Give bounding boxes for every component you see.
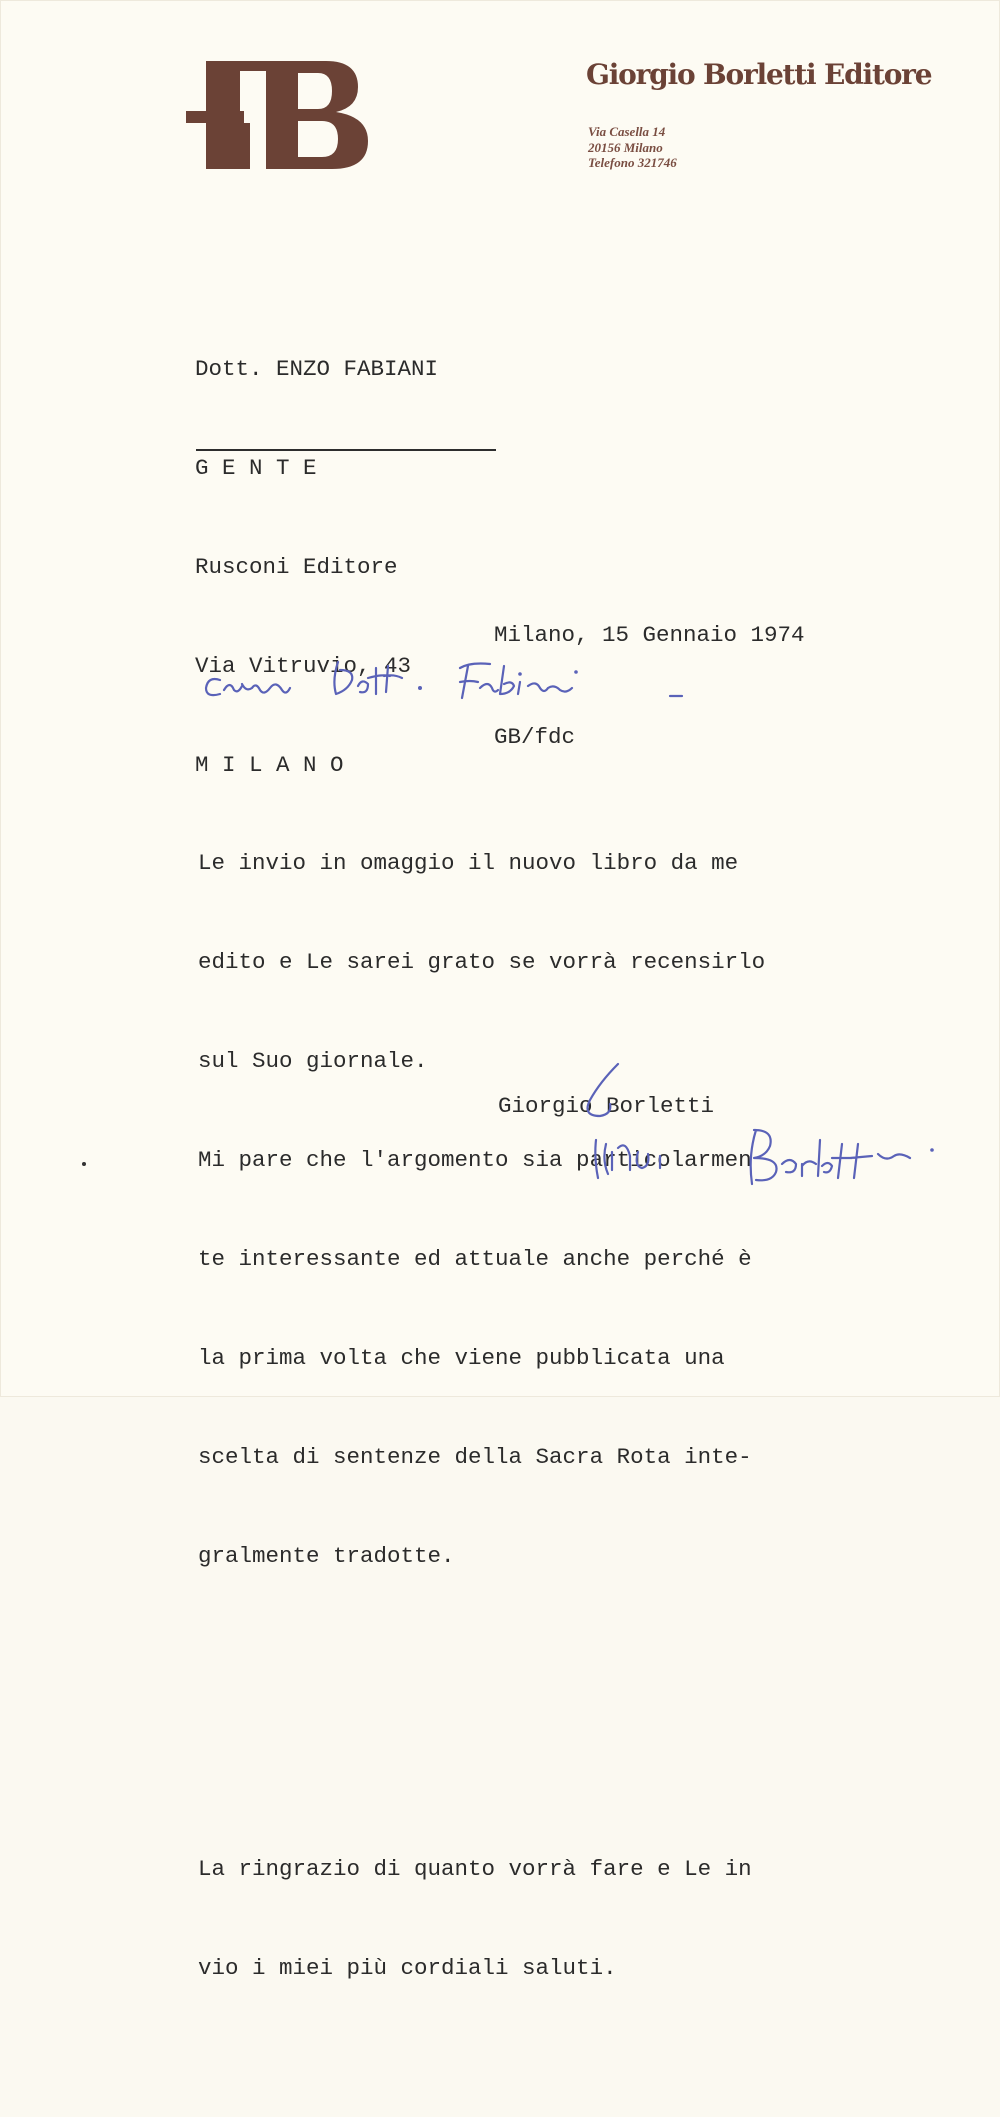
address-phone: Telefono 321746 [588, 155, 677, 170]
letter-body [198, 715, 765, 2117]
handwritten-signature [560, 1060, 940, 1190]
body-line: te interessante ed attuale anche perché è [198, 1246, 752, 1272]
recipient-street: Via Vitruvio, 43 [195, 653, 412, 679]
address-city: 20156 Milano [588, 139, 663, 155]
recipient-city: M I L A N O [195, 752, 344, 778]
body-line: Mi pare che l'argomento sia particolarmen [198, 1147, 752, 1173]
body-line: scelta di sentenze della Sacra Rota inte- [198, 1444, 752, 1470]
body-line: sul Suo giornale. [198, 1048, 428, 1074]
recipient-name: Dott. ENZO FABIANI [195, 356, 439, 382]
body-paragraph [198, 1787, 765, 2051]
body-line: gralmente tradotte. [198, 1543, 455, 1569]
paper-mark [82, 1162, 86, 1166]
recipient-underline [196, 449, 496, 451]
body-line: edito e Le sarei grato se vorrà recensirlo [198, 949, 766, 975]
company-name: Giorgio Borletti Editore [586, 58, 932, 91]
body-line: Le invio in omaggio il nuovo libro da me [198, 850, 739, 876]
body-line: La ringrazio di quanto vorrà fare e Le in [198, 1856, 752, 1882]
address-street: Via Casella 14 [588, 124, 666, 139]
body-line: la prima volta che viene pubblicata una [198, 1345, 725, 1371]
gb-logo [186, 55, 371, 175]
handwritten-salutation [198, 650, 698, 710]
recipient-publisher: Rusconi Editore [195, 554, 398, 580]
body-line: vio i miei più cordiali saluti. [198, 1955, 617, 1981]
body-paragraph [198, 781, 765, 1639]
letter-date: Milano, 15 Gennaio 1974 [494, 622, 805, 648]
paragraph-spacer [198, 1705, 765, 1721]
typed-signatory-name: Giorgio Borletti [498, 1093, 715, 1119]
company-address [588, 124, 677, 171]
recipient-publication: G E N T E [195, 455, 317, 481]
reference-code: GB/fdc [494, 724, 576, 750]
